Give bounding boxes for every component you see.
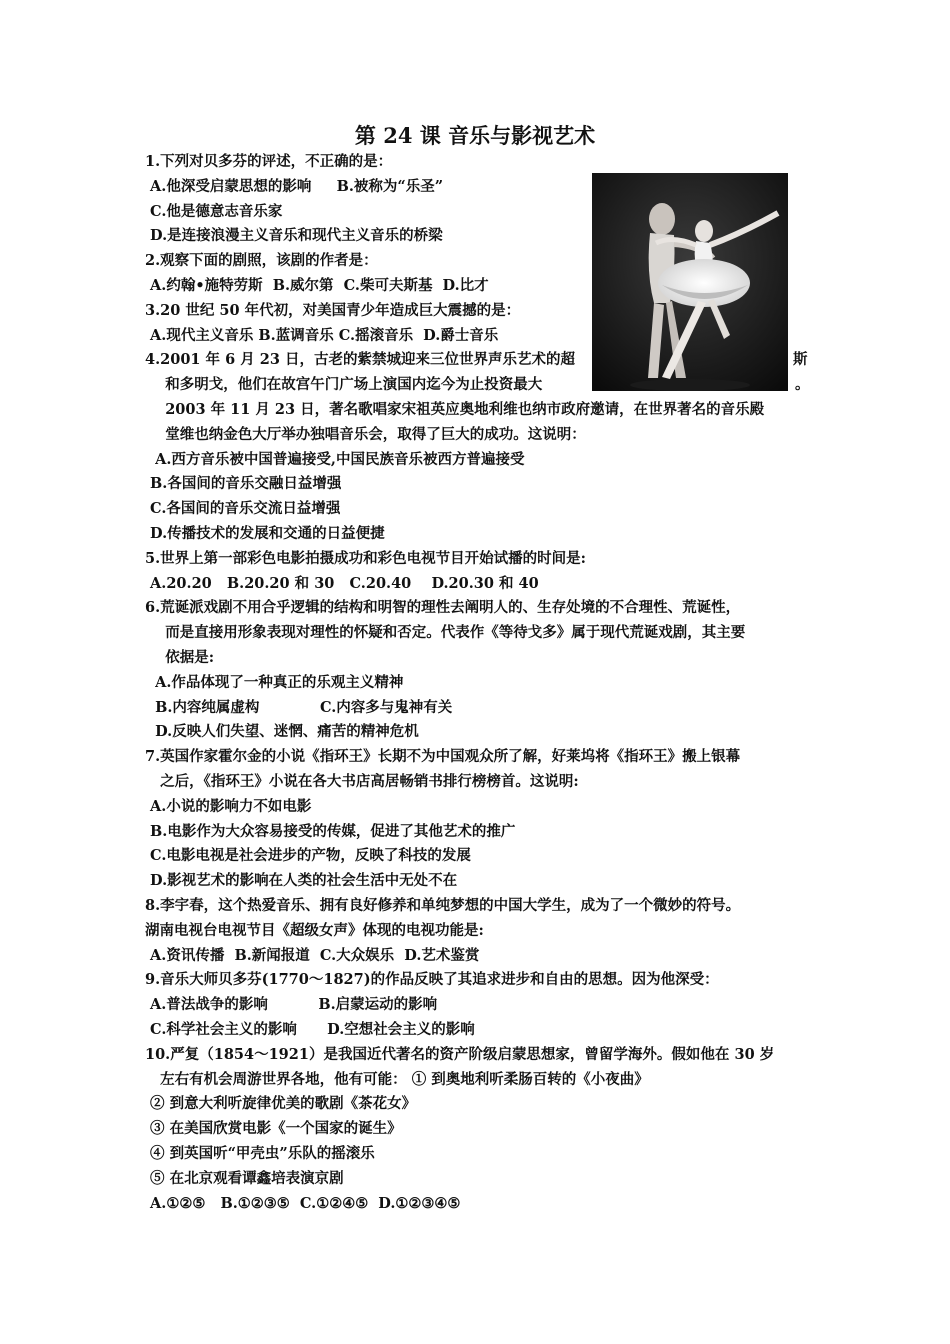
text-line: B.电影作为大众容易接受的传媒，促进了其他艺术的推广 — [145, 822, 516, 840]
text-line: C.各国间的音乐交流日益增强 — [145, 500, 341, 518]
text-line: D.是连接浪漫主义音乐和现代主义音乐的桥梁 — [145, 227, 443, 245]
text-line: ④ 到英国听“甲壳虫”乐队的摇滚乐 — [145, 1145, 375, 1162]
text-line: A.他深受启蒙思想的影响 B.被称为“乐圣” — [145, 177, 444, 195]
text-line: 2.观察下面的剧照，该剧的作者是： — [145, 252, 378, 270]
text-line: 。 — [795, 376, 810, 394]
text-line: A.西方音乐被中国普遍接受,中国民族音乐被西方普遍接受 — [145, 450, 525, 468]
text-line: 2003 年 11 月 23 日，著名歌唱家宋祖英应奥地利维也纳市政府邀请，在世界著名的音乐殿 — [145, 401, 765, 418]
text-line: D.反映人们失望、迷惘、痛苦的精神危机 — [145, 723, 419, 741]
text-line: 斯 — [793, 351, 808, 369]
text-line: 1.下列对贝多芬的评述，不正确的是： — [145, 153, 393, 170]
text-line: ⑤ 在北京观看谭鑫培表演京剧 — [145, 1169, 344, 1187]
text-line: A.20.20 B.20.20 和 30 C.20.40 D.20.30 和 40 — [145, 574, 539, 592]
text-line: 和多明戈，他们在故宫午门广场上演国内迄今为止投资最大 — [145, 376, 543, 394]
text-line: 而是直接用形象表现对理性的怀疑和否定。代表作《等待戈多》属于现代荒诞戏剧，其主要 — [145, 624, 746, 642]
page-title: 第 24 课 音乐与影视艺术 — [354, 123, 596, 148]
text-line: 7.英国作家霍尔金的小说《指环王》长期不为中国观众所了解，好莱坞将《指环王》搬上银幕 — [145, 748, 741, 766]
text-line: D.传播技术的发展和交通的日益便捷 — [145, 525, 385, 542]
text-line: C.科学社会主义的影响 D.空想社会主义的影响 — [145, 1021, 475, 1038]
text-line: B.各国间的音乐交融日益增强 — [145, 475, 342, 493]
text-line: D.影视艺术的影响在人类的社会生活中无处不在 — [145, 872, 458, 890]
ballet-dancers-photo-icon — [592, 173, 788, 391]
text-line: 湖南电视台电视节目《超级女声》体现的电视功能是: — [145, 921, 484, 939]
text-line: ② 到意大利听旋律优美的歌剧《茶花女》 — [145, 1095, 417, 1113]
text-line: A.约翰•施特劳斯 B.威尔第 C.柴可夫斯基 D.比才 — [145, 277, 489, 294]
text-line: 堂维也纳金色大厅举办独唱音乐会，取得了巨大的成功。这说明： — [145, 425, 586, 443]
text-line: A.资讯传播 B.新闻报道 C.大众娱乐 D.艺术鉴赏 — [145, 946, 480, 964]
text-line: 左右有机会周游世界各地，他有可能： ① 到奥地利听柔肠百转的《小夜曲》 — [145, 1070, 649, 1088]
text-line: 10.严复（1854～1921）是我国近代著名的资产阶级启蒙思想家，曾留学海外。假如他在 30 岁 — [145, 1045, 775, 1063]
text-line: A.作品体现了一种真正的乐观主义精神 — [145, 673, 404, 691]
text-line: C.他是德意志音乐家 — [145, 202, 283, 220]
text-line: A.小说的影响力不如电影 — [145, 797, 312, 815]
text-line: 3.20 世纪 50 年代初，对美国青少年造成巨大震撼的是： — [145, 301, 521, 319]
text-line: 4.2001 年 6 月 23 日，古老的紫禁城迎来三位世界声乐艺术的超 — [145, 351, 575, 369]
text-line: 8.李宇春，这个热爱音乐、拥有良好修养和单纯梦想的中国大学生，成为了一个微妙的符号。 — [145, 897, 741, 914]
text-line: 6.荒诞派戏剧不用合乎逻辑的结构和明智的理性去阐明人的、生存处境的不合理性、荒诞性， — [145, 599, 741, 617]
text-line: 9.音乐大师贝多芬(1770～1827)的作品反映了其追求进步和自由的思想。因为他深受： — [145, 971, 719, 989]
text-line: C.电影电视是社会进步的产物，反映了科技的发展 — [145, 847, 471, 865]
text-line: A.现代主义音乐 B.蓝调音乐 C.摇滚音乐 D.爵士音乐 — [145, 326, 499, 344]
text-line: ③ 在美国欣赏电影《一个国家的诞生》 — [145, 1120, 402, 1138]
text-line: 5.世界上第一部彩色电影拍摄成功和彩色电视节目开始试播的时间是: — [145, 549, 586, 567]
text-line: B.内容纯属虚构 C.内容多与鬼神有关 — [145, 698, 453, 716]
text-line: 之后，《指环王》小说在各大书店高居畅销书排行榜榜首。这说明: — [145, 773, 579, 790]
text-line: A.普法战争的影响 B.启蒙运动的影响 — [145, 996, 438, 1014]
text-line: A.①②⑤ B.①②③⑤ C.①②④⑤ D.①②③④⑤ — [145, 1194, 461, 1212]
text-line: 依据是: — [145, 649, 215, 666]
